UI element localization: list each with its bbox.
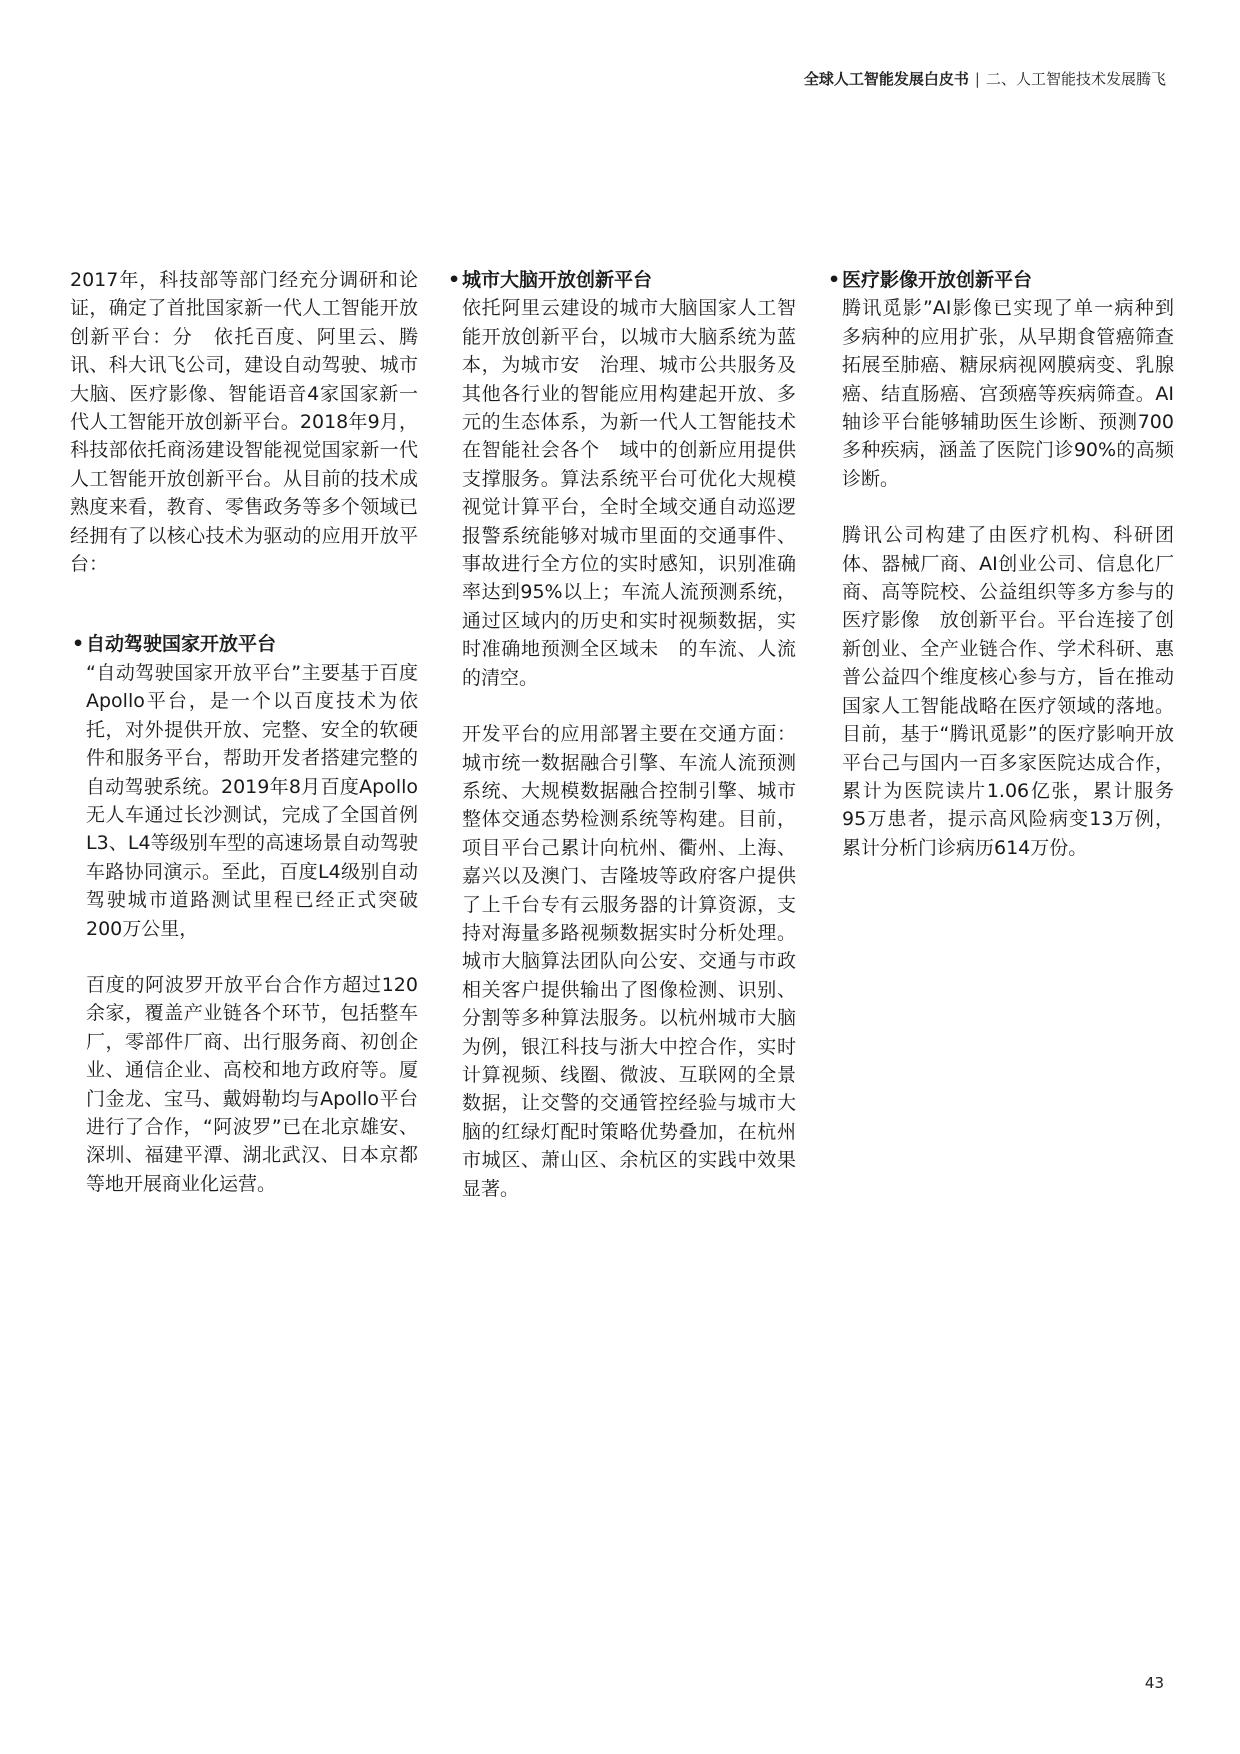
bullet-icon: • bbox=[72, 633, 85, 656]
medical-imaging-paragraph-1: 腾讯觅影”AI影像已实现了单一病种到多病种的应用扩张，从早期食管癌筛查拓展至肺癌、糖尿病视网膜病变、乳腺癌、结直肠癌、宫颈癌等疾病筛查。AI轴诊平台能够辅助医生诊断、预测700多种疾病，涵盖了医院门诊90%的高频诊断。 bbox=[842, 297, 1174, 490]
section-title-city-brain bbox=[448, 266, 796, 294]
autonomous-driving-paragraph-2: 百度的阿波罗开放平台合作方超过120余家，覆盖产业链各个环节，包括整车厂，零部件厂商、出行服务商、初创企业、通信企业、高校和地方政府等。厦门金龙、宝马、戴姆勒均与Apollo平台进行了合作，“阿波罗”已在北京雄安、深圳、福建平潭、湖北武汉、日本京都等地开展商业化运营。 bbox=[86, 973, 418, 1195]
bullet-icon: • bbox=[828, 269, 841, 291]
section-title-autonomous-driving bbox=[72, 630, 418, 658]
city-brain-paragraph-1: 依托阿里云建设的城市大脑国家人工智能开放创新平台，以城市大脑系统为蓝本，为城市安 治理、城市公共服务及其他各行业的智能应用构建起开放、多元的生态体系，为新一代人工智能技术在智能社会各个 域中的创新应用提供支撑服务。算法系统平台可优化大规模视觉计算平台，全时全域交通自动巡逻报警系统能够对城市里面的交通事件、事故进行全方位的实时感知，识别准确率达到95%以上；车流人流预测系统，通过区域内的历史和实时视频数据，实时准确地预测全区域未 的车流、人流的清空。 bbox=[462, 297, 796, 689]
header-separator: | bbox=[974, 70, 980, 88]
chapter-title: 二、人工智能技术发展腾飞 bbox=[985, 70, 1166, 88]
section-title-medical-imaging bbox=[828, 266, 1174, 294]
city-brain-paragraph-2: 开发平台的应用部署主要在交通方面：城市统一数据融合引擎、车流人流预测系统、大规模数据融合控制引擎、城市整体交通态势检测系统等构建。目前，项目平台己累计向杭州、衢州、上海、嘉兴以及澳门、吉隆坡等政府客户提供了上千台专有云服务器的计算资源，支持对海量多路视频数据实时分析处理。城市大脑算法团队向公安、交通与市政相关客户提供输出了图像检测、识别、分割等多种算法服务。以杭州城市大脑为例，银江科技与浙大中控合作，实时计算视频、线圈、微波、互联网的全景数据，让交警的交通管控经验与城市大脑的红绿灯配时策略优势叠加，在杭州市城区、萧山区、余杭区的实践中效果显著。 bbox=[462, 723, 796, 1200]
section-title-text: 医疗影像开放创新平台 bbox=[842, 269, 1033, 291]
document-title: 全球人工智能发展白皮书 bbox=[803, 70, 969, 88]
autonomous-driving-paragraph-1: “自动驾驶国家开放平台”主要基于百度Apollo平台，是一个以百度技术为依托，对外提供开放、完整、安全的软硬件和服务平台，帮助开发者搭建完整的自动驾驶系统。2019年8月百度Apollo无人车通过长沙测试，完成了全国首例L3、L4等级别车型的高速场景自动驾驶车路协同演示。至此，百度L4级别自动驾驶城市道路测试里程已经正式突破200万公里， bbox=[86, 661, 418, 940]
section-title-text: 自动驾驶国家开放平台 bbox=[86, 633, 277, 656]
column-right bbox=[826, 266, 1174, 890]
column-left bbox=[70, 266, 418, 1226]
intro-paragraph: 2017年，科技部等部门经充分调研和论证，确定了首批国家新一代人工智能开放创新平台：分 依托百度、阿里云、腾讯、科大讯飞公司，建设自动驾驶、城市大脑、医疗影像、智能语音4家国家新一代人工智能开放创新平台。2018年9月，科技部依托商汤建设智能视觉国家新一代人工智能开放创新平台。从目前的技术成熟度来看，教育、零售政务等多个领域已经拥有了以核心技术为驱动的应用开放平台： bbox=[70, 269, 418, 576]
page-number: 43 bbox=[1144, 1674, 1164, 1692]
section-autonomous-driving bbox=[70, 630, 418, 1198]
running-header bbox=[804, 68, 1166, 89]
medical-imaging-paragraph-2: 腾讯公司构建了由医疗机构、科研团体、器械厂商、AI创业公司、信息化厂商、高等院校、公益组织等多方参与的医疗影像 放创新平台。平台连接了创新创业、全产业链合作、学术科研、惠普公益四个维度核心参与方，旨在推动国家人工智能战略在医疗领域的落地。目前，基于“腾讯觅影”的医疗影响开放平台己与国内一百多家医院达成合作，累计为医院读片1.06亿张，累计服务95万患者，提示高风险病变13万例，累计分析门诊病历614万份。 bbox=[842, 524, 1174, 859]
bullet-icon: • bbox=[448, 269, 461, 291]
section-title-text: 城市大脑开放创新平台 bbox=[462, 269, 653, 291]
section-city-brain bbox=[446, 266, 796, 1203]
column-middle bbox=[446, 266, 796, 1231]
section-medical-imaging bbox=[826, 266, 1174, 862]
